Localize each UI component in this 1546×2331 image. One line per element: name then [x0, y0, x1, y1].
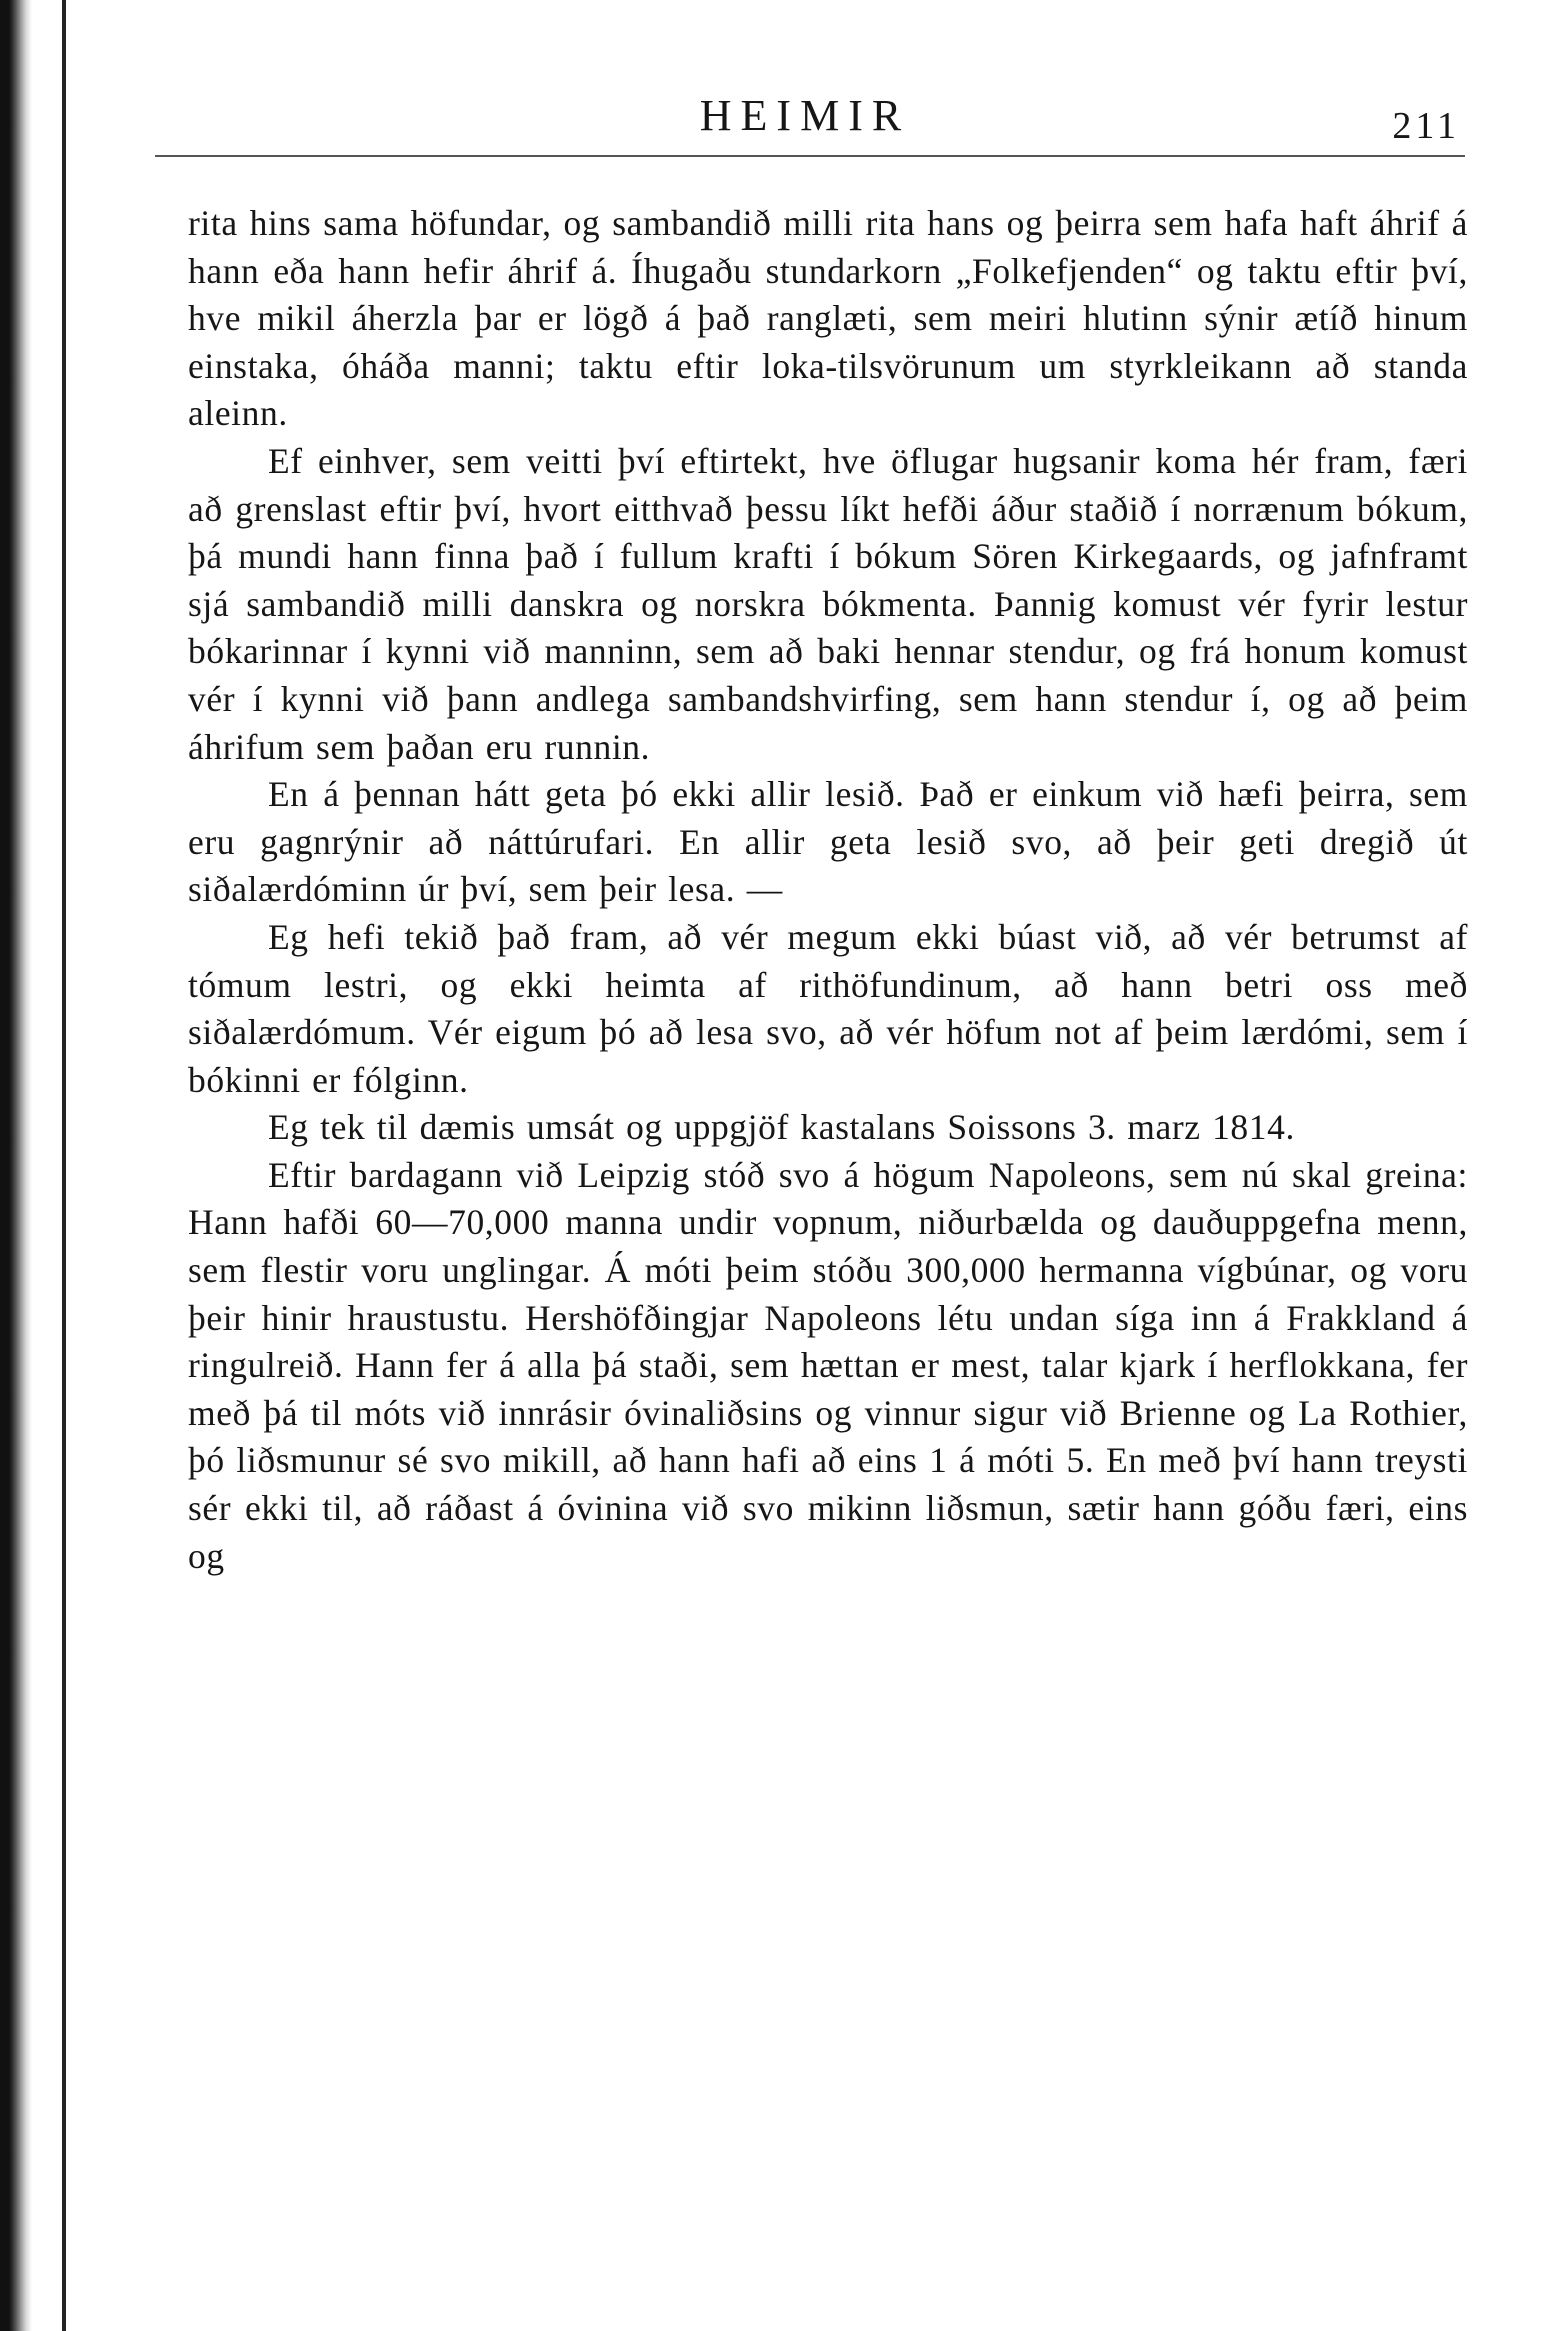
page-gutter-line [62, 0, 66, 2331]
running-title: HEIMIR [699, 91, 911, 140]
paragraph-6: Eftir bardagann við Leipzig stóð svo á högum Napoleons, sem nú skal greina: Hann hafði 60—70,000 manna undir vopnum, niðurbælda og dauðuppgefna menn, sem flestir voru unglingar. Á móti þeim stóðu 300,000 hermanna vígbúnar, og voru þeir hinir hraustustu. Hershöfðingjar Napoleons létu undan síga inn á Frakkland á ringulreið. Hann fer á alla þá staði, sem hættan er mest, talar kjark í herflokkana, fer með þá til móts við innrásir óvinaliðsins og vinnur sigur við Brienne og La Rothier, þó liðsmunur sé svo mikill, að hann hafi að eins 1 á móti 5. En með því hann treysti sér ekki til, að ráðast á óvinina við svo mikinn liðsmun, sætir hann góðu færi, eins og [188, 1154, 1468, 1576]
paragraph-5: Eg tek til dæmis umsát og uppgjöf kastalans Soissons 3. marz 1814. [268, 1107, 1295, 1148]
header-rule [155, 155, 1465, 157]
page-header [150, 88, 1460, 158]
paragraph-3: En á þennan hátt geta þó ekki allir lesið. Það er einkum við hæfi þeirra, sem eru gagnrýnir að náttúrufari. En allir geta lesið svo, að þeir geti dregið út siðalærdóminn úr því, sem þeir lesa. — [188, 774, 1468, 910]
paragraph-1: rita hins sama höfundar, og sambandið milli rita hans og þeirra sem hafa haft áhrif á hann eða hann hefir áhrif á. Íhugaðu stundarkorn „Folkefjenden“ og taktu eftir því, hve mikil áherzla þar er lögð á það ranglæti, sem meiri hlutinn sýnir ætíð hinum einstaka, óháða manni; taktu eftir loka-tilsvörunum um styrkleikann að standa aleinn. [188, 203, 1468, 434]
page-body [188, 200, 1468, 1580]
paragraph-4: Eg hefi tekið það fram, að vér megum ekki búast við, að vér betrumst af tómum lestri, og ekki heimta af rithöfundinum, að hann betri oss með siðalærdómum. Vér eigum þó að lesa svo, að vér höfum not af þeim lærdómi, sem í bókinni er fólginn. [188, 916, 1468, 1100]
paragraph-2: Ef einhver, sem veitti því eftirtekt, hve öflugar hugsanir koma hér fram, færi að grenslast eftir því, hvort eitthvað þessu líkt hefði áður staðið í norrænum bókum, þá mundi hann finna það í fullum krafti í bókum Sören Kirkegaards, og jafnframt sjá sambandið milli danskra og norskra bókmenta. Þannig komust vér fyrir lestur bókarinnar í kynni við manninn, sem að baki hennar stendur, og frá honum komust vér í kynni við þann andlega sambandshvirfing, sem hann stendur í, og að þeim áhrifum sem þaðan eru runnin. [188, 440, 1468, 767]
page-number: 211 [1392, 105, 1460, 147]
book-spine-shadow [0, 0, 32, 2331]
